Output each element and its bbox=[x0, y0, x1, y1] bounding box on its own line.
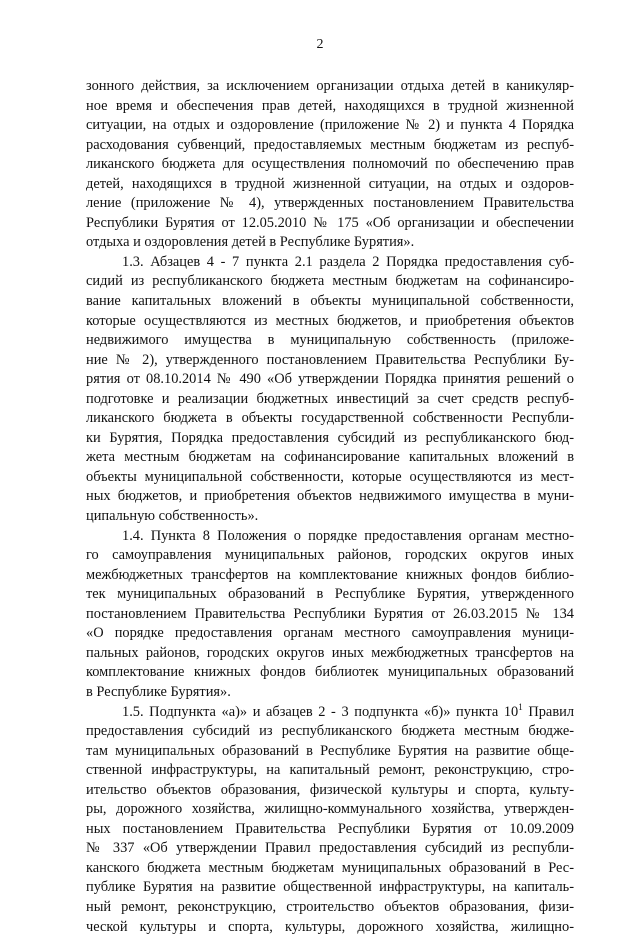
text-line bbox=[86, 116, 574, 136]
text-line bbox=[86, 292, 574, 312]
text-line bbox=[86, 546, 574, 566]
text-line-content: ных бюджетов, и приобретения объектов недвижимого имущества в муни- bbox=[86, 488, 574, 505]
text-line-content: расходования субвенций, предоставляемых местным бюджетам из респуб- bbox=[86, 136, 574, 153]
text-line-content: «О порядке предоставления органам местного самоуправления муници- bbox=[86, 625, 574, 642]
superscript: 1 bbox=[518, 702, 523, 712]
text-line-content: вание капитальных вложений в объекты муниципальной собственности, bbox=[86, 293, 574, 310]
text-line-content: постановлением Правительства Республики Бурятия от 26.03.2015 № 134 bbox=[86, 605, 574, 622]
text-line bbox=[86, 898, 574, 918]
text-line bbox=[86, 585, 574, 605]
text-line bbox=[86, 663, 574, 683]
text-line-content: ных постановлением Правительства Республики Бурятия от 10.09.2009 bbox=[86, 820, 574, 837]
text-line bbox=[86, 429, 574, 449]
text-line-content: го самоуправления муниципальных районов, городских округов иных bbox=[86, 547, 574, 564]
text-line-content: ное время и обеспечения прав детей, находящихся в трудной жизненной bbox=[86, 97, 574, 114]
text-line-content: 1.5. Подпункта «а)» и абзацев 2 - 3 подпункта «б)» пункта 10 bbox=[122, 703, 519, 720]
text-line-content: в Республике Бурятия». bbox=[86, 683, 231, 700]
text-line-content: публике Бурятия на развитие общественной инфраструктуры, на капиталь- bbox=[86, 879, 574, 896]
text-line-continuation: Правил bbox=[522, 703, 574, 720]
text-line bbox=[86, 194, 574, 214]
text-line bbox=[86, 272, 574, 292]
text-line-content: тек муниципальных образований в Республике Бурятия, утвержденного bbox=[86, 586, 574, 603]
text-line bbox=[86, 370, 574, 390]
text-line-content: объекты муниципальной собственности, которые осуществляются из мест- bbox=[86, 468, 574, 485]
text-line-content: отдыха и оздоровления детей в Республике Бурятия». bbox=[86, 234, 415, 251]
text-line-content: ный ремонт, реконструкцию, строительство объектов образования, физи- bbox=[86, 898, 574, 915]
text-line-content: детей, находящихся в трудной жизненной ситуации, на отдых и оздоров- bbox=[86, 175, 574, 192]
text-line-content: ликанского бюджета для осуществления полномочий по обеспечению прав bbox=[86, 156, 574, 173]
text-line bbox=[86, 77, 574, 97]
body-text bbox=[86, 77, 574, 937]
text-line bbox=[86, 487, 574, 507]
text-line bbox=[86, 624, 574, 644]
text-line-content: ние № 2), утвержденного постановлением Правительства Республики Бу- bbox=[86, 351, 574, 368]
text-line-content: предоставления субсидий из республиканского бюджета местным бюдже- bbox=[86, 723, 574, 740]
text-line-content: пальных районов, городских округов иных межбюджетных трансфертов на bbox=[86, 644, 574, 661]
text-line bbox=[86, 233, 574, 253]
text-line-content: подготовке и реализации бюджетных инвестиций за счет средств респуб- bbox=[86, 390, 574, 407]
text-line-content: зонного действия, за исключением организации отдыха детей в каникуляр- bbox=[86, 78, 574, 94]
text-line bbox=[86, 312, 574, 332]
text-line bbox=[86, 566, 574, 586]
text-line bbox=[86, 527, 574, 547]
text-line bbox=[86, 136, 574, 156]
text-line bbox=[86, 644, 574, 664]
text-line-content: ительство объектов образования, физической культуры и спорта, культу- bbox=[86, 781, 574, 798]
text-line bbox=[86, 409, 574, 429]
text-line bbox=[86, 722, 574, 742]
page-number: 2 bbox=[316, 37, 324, 52]
text-line bbox=[86, 742, 574, 762]
text-line-content: жета местным бюджетам на софинансирование капитальных вложений в bbox=[86, 449, 574, 466]
text-line-content: ситуации, на отдых и оздоровление (приложение № 2) и пункта 4 Порядка bbox=[86, 117, 574, 134]
text-line-content: ликанского бюджета в объекты государственной собственности Республи- bbox=[86, 410, 574, 427]
text-line bbox=[86, 800, 574, 820]
text-line bbox=[86, 253, 574, 273]
text-line bbox=[86, 175, 574, 195]
text-line bbox=[86, 605, 574, 625]
text-line-content: которые осуществляются из местных бюджетов, и приобретения объектов bbox=[86, 312, 574, 329]
text-line-content: сидий из республиканского бюджета местным бюджетам на софинансиро- bbox=[86, 273, 574, 290]
text-line bbox=[86, 703, 574, 723]
text-line-content: № 337 «Об утверждении Правил предоставления субсидий из республи- bbox=[86, 840, 574, 857]
text-line-content: там муниципальных образований в Республике Бурятия на развитие обще- bbox=[86, 742, 574, 759]
text-line-content: ки Бурятия, Порядка предоставления субсидий из республиканского бюд- bbox=[86, 429, 574, 446]
text-line-content: ципальную собственность». bbox=[86, 508, 259, 525]
text-line bbox=[86, 781, 574, 801]
text-line bbox=[86, 351, 574, 371]
text-line bbox=[86, 155, 574, 175]
text-line bbox=[86, 683, 574, 703]
text-line-content: ление (приложение № 4), утвержденных постановлением Правительства bbox=[86, 195, 574, 212]
text-line-content: ственной инфраструктуры, на капитальный ремонт, реконструкцию, стро- bbox=[86, 762, 574, 779]
text-line-content: комплектование книжных фондов библиотек муниципальных образований bbox=[86, 664, 574, 681]
text-line-content: Республики Бурятия от 12.05.2010 № 175 «Об организации и обеспечении bbox=[86, 214, 574, 231]
text-line bbox=[86, 331, 574, 351]
text-line bbox=[86, 390, 574, 410]
text-line bbox=[86, 507, 574, 527]
text-line bbox=[86, 448, 574, 468]
text-line-content: рятия от 08.10.2014 № 490 «Об утверждении Порядка принятия решений о bbox=[86, 371, 574, 388]
text-line bbox=[86, 918, 574, 937]
text-line-content: ческой культуры и спорта, культуры, дорожного хозяйства, жилищно- bbox=[86, 918, 574, 935]
text-line bbox=[86, 468, 574, 488]
text-line-content: ры, дорожного хозяйства, жилищно-коммунального хозяйства, утвержден- bbox=[86, 801, 574, 818]
text-line bbox=[86, 214, 574, 234]
text-line bbox=[86, 820, 574, 840]
text-line-content: канского бюджета местным бюджетам муниципальных образований в Рес- bbox=[86, 859, 574, 876]
text-line bbox=[86, 761, 574, 781]
text-line-content: 1.3. Абзацев 4 - 7 пункта 2.1 раздела 2 Порядка предоставления суб- bbox=[122, 253, 574, 270]
text-line-content: недвижимого имущества в муниципальную собственность (приложе- bbox=[86, 332, 574, 349]
text-line-content: 1.4. Пункта 8 Положения о порядке предоставления органам местно- bbox=[122, 527, 574, 544]
text-line bbox=[86, 859, 574, 879]
text-line bbox=[86, 839, 574, 859]
text-line bbox=[86, 97, 574, 117]
text-line-content: межбюджетных трансфертов на комплектование книжных фондов библио- bbox=[86, 566, 574, 583]
text-line bbox=[86, 878, 574, 898]
